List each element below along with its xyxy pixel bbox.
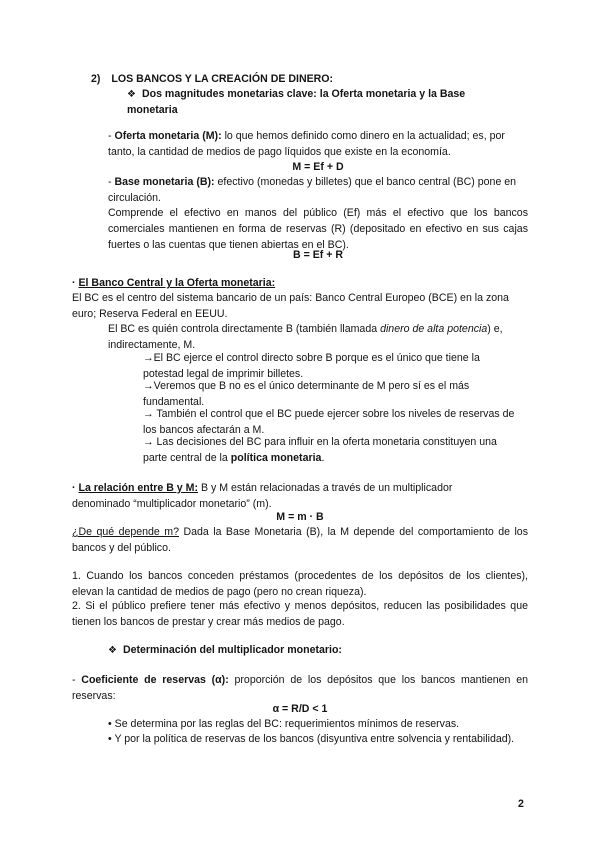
base-text: efectivo (monedas y billetes) que el banco central (BC) pone en circulación. xyxy=(108,176,517,204)
relacion-heading: La relación entre B y M: xyxy=(78,482,198,494)
bc-point-2: →Veremos que B no es el único determinante de M pero sí es el más fundamental. xyxy=(143,380,470,408)
subtitle-text: Dos magnitudes monetarias clave: la Oferta monetaria y la Base monetaria xyxy=(127,88,466,116)
bc-point-3: → También el control que el BC puede ejercer sobre los niveles de reservas de los bancos afectarán a M. xyxy=(143,408,515,436)
relacion-question xyxy=(72,525,528,557)
oferta-term: Oferta monetaria (M): xyxy=(114,130,222,142)
banco-central-intro: El BC es el centro del sistema bancario de un país: Banco Central Europeo (BCE) en la zona euro; Reserva Federal en EEUU. xyxy=(72,292,509,320)
banco-central-control: El BC es quién controla directamente B (también llamada dinero de alta potencia) e, indirectamente, M. xyxy=(108,323,503,351)
coef-definition: - Coeficiente de reservas (α): proporción de los depósitos que los bancos mantienen en reservas: xyxy=(72,674,528,702)
subtitle xyxy=(127,87,479,119)
section-number: 2) xyxy=(91,73,101,85)
oferta-formula: M = Ef + D xyxy=(292,161,344,173)
coef-formula: α = R/D < 1 xyxy=(272,703,328,715)
banco-central-heading-text: El Banco Central y la Oferta monetaria: xyxy=(78,277,276,289)
coef-text: proporción de los depósitos que los bancos mantienen en reservas: xyxy=(72,674,528,702)
section-title xyxy=(91,72,333,88)
diamond-bullet-icon: ❖ xyxy=(127,89,136,100)
relacion-text: B y M están relacionadas a través de un multiplicador denominado “multiplicador monetario” (m). xyxy=(72,482,453,510)
relacion-paragraph: · La relación entre B y M: B y M están relacionadas a través de un multiplicador denominado “multiplicador monetario” (m). xyxy=(72,482,453,510)
relacion-formula: M = m · B xyxy=(276,511,324,523)
oferta-definition: - Oferta monetaria (M): lo que hemos definido como dinero en la actualidad; es, por tanto, la cantidad de medios de pago líquidos que existe en la economía. xyxy=(108,130,505,158)
base-definition: - Base monetaria (B): efectivo (monedas y billetes) que el banco central (BC) pone en circulación. xyxy=(108,176,517,204)
question-text: ¿De qué depende m? xyxy=(72,526,179,538)
section-title-text: LOS BANCOS Y LA CREACIÓN DE DINERO: xyxy=(111,73,334,85)
banco-central-heading: · El Banco Central y la Oferta monetaria: xyxy=(72,277,276,289)
diamond-bullet-icon: ❖ xyxy=(108,645,117,656)
oferta-text: lo que hemos definido como dinero en la actualidad; es, por tanto, la cantidad de medios de pago líquidos que existe en la economía. xyxy=(108,130,505,158)
coef-term: Coeficiente de reservas (α): xyxy=(81,674,229,686)
coef-point-2: • Y por la política de reservas de los bancos (disyuntiva entre solvencia y rentabilidad). xyxy=(108,733,515,745)
coef-point-1: • Se determina por las reglas del BC: requerimientos mínimos de reservas. xyxy=(108,718,460,730)
alta-potencia-term: dinero de alta potencia xyxy=(380,323,488,335)
page-number: 2 xyxy=(518,798,524,810)
bc-point-4: → Las decisiones del BC para influir en la oferta monetaria constituyen una parte central de la política monetaria. xyxy=(143,436,497,464)
base-paragraph: Comprende el efectivo en manos del público (Ef) más el efectivo que los bancos comerciales mantienen en forma de reservas (R) (depositado en efectivo en sus cajas fuertes o las cuentas que tienen abiertas en el BC). xyxy=(108,207,528,251)
base-formula: B = Ef + R xyxy=(292,249,344,261)
case-1: 1. Cuando los bancos conceden préstamos (procedentes de los depósitos de los clientes), elevan la cantidad de medios de pago (pero no crean riqueza). xyxy=(72,570,528,598)
base-term: Base monetaria (B): xyxy=(114,176,215,188)
multiplicador-heading xyxy=(108,643,342,659)
politica-monetaria-term: política monetaria xyxy=(230,451,322,464)
answer-text: Dada la Base Monetaria (B), la M depende del comportamiento de los bancos y del público. xyxy=(72,526,528,554)
bc-point-1: →El BC ejerce el control directo sobre B porque es el único que tiene la potestad legal de imprimir billetes. xyxy=(143,352,480,380)
multiplicador-heading-text: Determinación del multiplicador monetario: xyxy=(122,644,342,656)
case-2: 2. Si el público prefiere tener más efectivo y menos depósitos, reducen las posibilidades que tienen los bancos de prestar y crear más medios de pago. xyxy=(72,600,528,628)
